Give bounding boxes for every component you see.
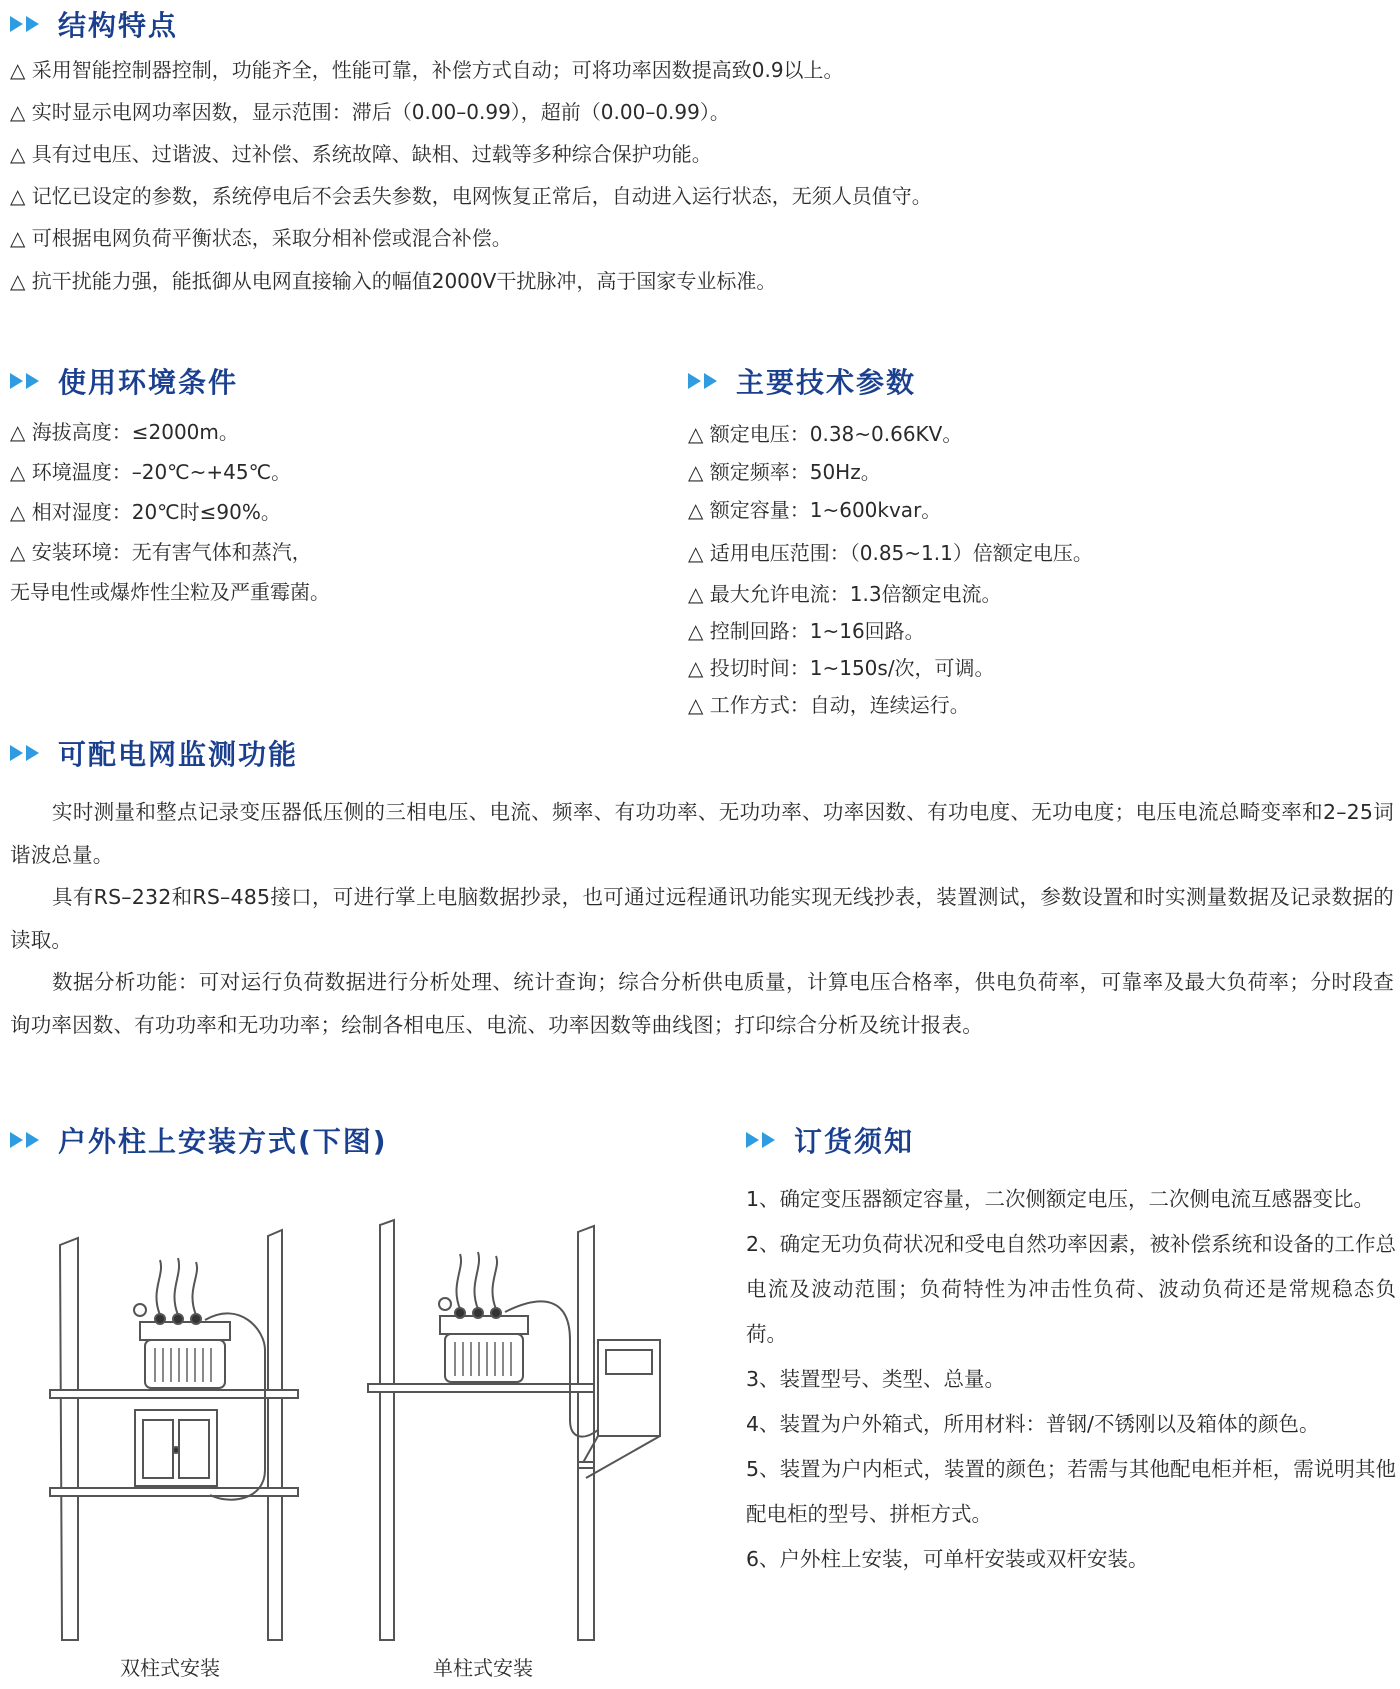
environment-item: △ 相对湿度：20℃时≤90%。: [10, 500, 281, 524]
environment-item: 无导电性或爆炸性尘粒及严重霉菌。: [10, 580, 330, 604]
ordering-item: 4、装置为户外箱式，所用材料：普钢/不锈刚以及箱体的颜色。: [746, 1412, 1320, 1436]
structure-item: △ 记忆已设定的参数，系统停电后不会丢失参数，电网恢复正常后，自动进入运行状态，无须人员值守。: [10, 184, 932, 208]
structure-item: △ 实时显示电网功率因数，显示范围：滞后（0.00–0.99），超前（0.00–0.99）。: [10, 100, 730, 124]
double-pole-diagram: [50, 1230, 298, 1640]
environment-item: △ 海拔高度：≤2000m。: [10, 420, 239, 444]
single-pole-diagram: [368, 1220, 660, 1640]
structure-item: △ 抗干扰能力强，能抵御从电网直接输入的幅值2000V干扰脉冲，高于国家专业标准。: [10, 269, 777, 293]
ordering-item: 3、装置型号、类型、总量。: [746, 1367, 1006, 1391]
tech-params-title: 主要技术参数: [736, 366, 917, 399]
ordering-item: 1、确定变压器额定容量，二次侧额定电压，二次侧电流互感器变比。: [746, 1187, 1375, 1211]
structure-item: △ 采用智能控制器控制，功能齐全，性能可靠，补偿方式自动；可将功率因数提高致0.9以上。: [10, 58, 844, 82]
installation-title: 户外柱上安装方式(下图): [58, 1125, 388, 1158]
tech-param-item: △ 额定电压：0.38~0.66KV。: [688, 422, 963, 446]
tech-param-item: △ 适用电压范围：（0.85~1.1）倍额定电压。: [688, 541, 1093, 565]
section-title-tech-params: [688, 361, 916, 401]
tech-param-item: △ 工作方式：自动，连续运行。: [688, 693, 970, 717]
monitoring-paragraph: 具有RS–232和RS–485接口，可进行掌上电脑数据抄录，也可通过远程通讯功能实现无线抄表，装置测试，参数设置和时实测量数据及记录数据的读取。: [10, 885, 1394, 952]
ordering-item: 2、确定无功负荷状况和受电自然功率因素，被补偿系统和设备的工作总电流及波动范围；负荷特性为冲击性负荷、波动负荷还是常规稳态负荷。: [746, 1232, 1396, 1346]
structure-item: △ 可根据电网负荷平衡状态，采取分相补偿或混合补偿。: [10, 226, 512, 250]
ordering-item: 5、装置为户内柜式，装置的颜色；若需与其他配电柜并柜，需说明其他配电柜的型号、拼柜方式。: [746, 1457, 1396, 1526]
tech-param-item: △ 额定频率：50Hz。: [688, 460, 881, 484]
ordering-title: 订货须知: [794, 1125, 915, 1158]
tech-param-item: △ 投切时间：1~150s/次，可调。: [688, 656, 995, 680]
structure-title: 结构特点: [58, 9, 179, 42]
monitoring-paragraph: 实时测量和整点记录变压器低压侧的三相电压、电流、频率、有功功率、无功功率、功率因数、有功电度、无功电度；电压电流总畸变率和2–25词谐波总量。: [10, 800, 1394, 867]
ordering-list: [746, 1177, 1396, 1582]
tech-param-item: △ 额定容量：1~600kvar。: [688, 498, 942, 522]
structure-item: △ 具有过电压、过谐波、过补偿、系统故障、缺相、过载等多种综合保护功能。: [10, 142, 712, 166]
section-title-ordering: [746, 1120, 914, 1160]
tech-param-item: △ 控制回路：1~16回路。: [688, 619, 925, 643]
environment-title: 使用环境条件: [58, 366, 239, 399]
ordering-item: 6、户外柱上安装，可单杆安装或双杆安装。: [746, 1547, 1149, 1571]
caption-double-pole: 双柱式安装: [120, 1656, 220, 1680]
environment-item: △ 环境温度：–20℃~+45℃。: [10, 460, 292, 484]
tech-param-item: △ 最大允许电流：1.3倍额定电流。: [688, 582, 1002, 606]
monitoring-paragraph: 数据分析功能：可对运行负荷数据进行分析处理、统计查询；综合分析供电质量，计算电压合格率，供电负荷率，可靠率及最大负荷率；分时段查询功率因数、有功功率和无功功率；绘制各相电压、电流、功率因数等曲线图；打印综合分析及统计报表。: [10, 970, 1394, 1037]
caption-single-pole: 单柱式安装: [433, 1656, 533, 1680]
monitoring-title: 可配电网监测功能: [58, 738, 299, 771]
environment-item: △ 安装环境：无有害气体和蒸汽，: [10, 540, 312, 564]
double-arrow-icon: [746, 1132, 778, 1148]
